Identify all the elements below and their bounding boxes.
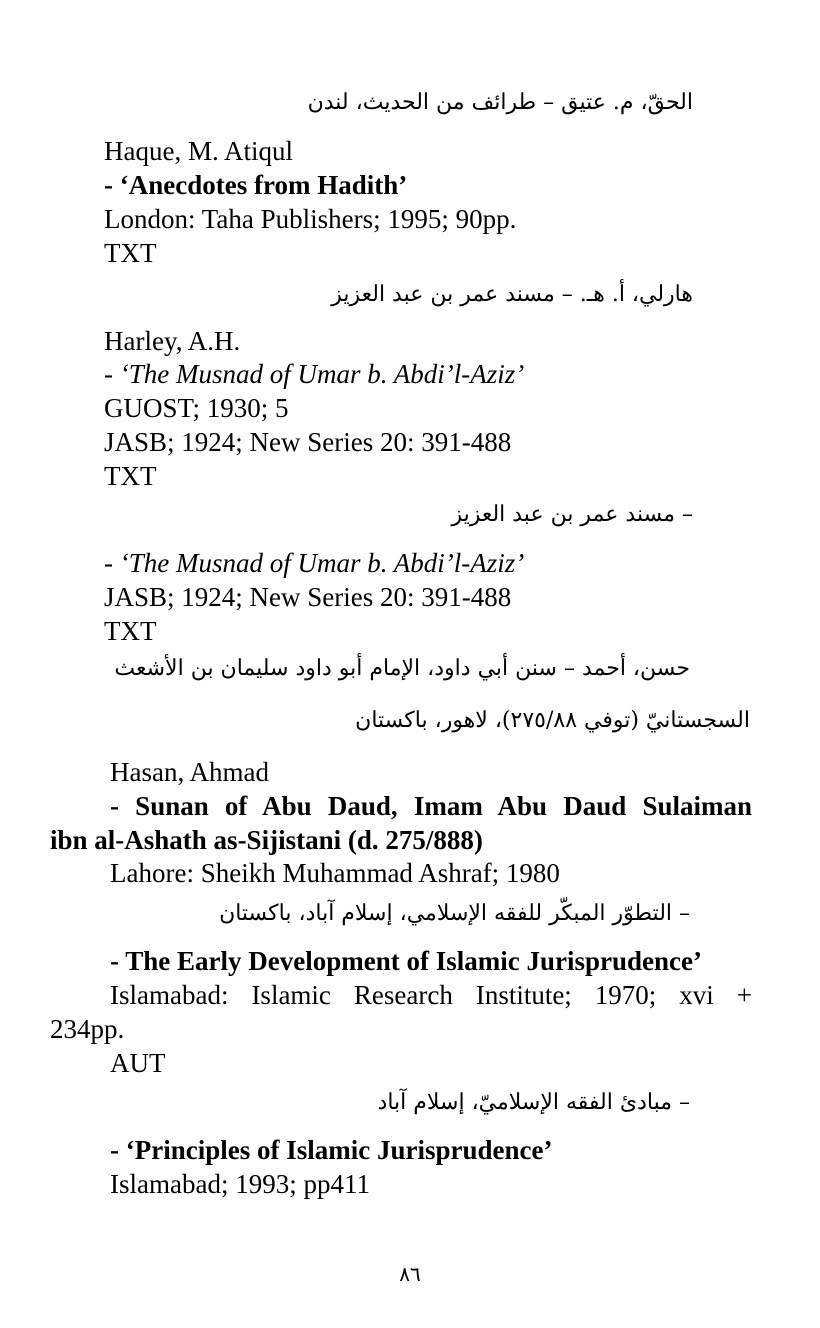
publication-guost: GUOST; 1930; 5 (104, 393, 289, 423)
publication-haque: London: Taha Publishers; 1995; 90pp. (104, 204, 517, 234)
page-number: ٨٦ (399, 1262, 421, 1286)
code-development: AUT (110, 1048, 166, 1078)
arabic-entry-principles: – مبادئ الفقه الإسلاميّ، إسلام آباد (377, 1090, 690, 1115)
title-early-development: - The Early Development of Islamic Jurisprudence’ (110, 946, 702, 976)
arabic-entry-musnad: – مسند عمر بن عبد العزيز (451, 502, 693, 527)
code-harley: TXT (104, 461, 157, 491)
author-hasan: Hasan, Ahmad (110, 757, 269, 787)
title-anecdotes: - ‘Anecdotes from Hadith’ (104, 170, 408, 200)
code-musnad: TXT (104, 616, 157, 646)
author-harley: Harley, A.H. (104, 326, 241, 356)
publication-islamabad-line1: Islamabad: Islamic Research Institute; 1970; xvi + (110, 980, 752, 1010)
arabic-entry-harley: هارلي، أ. هـ. – مسند عمر بن عبد العزيز (331, 282, 693, 307)
author-haque: Haque, M. Atiqul (104, 136, 293, 166)
title-musnad-umar: - ‘The Musnad of Umar b. Abdi’l-Aziz’ (104, 359, 525, 389)
title-principles: - ‘Principles of Islamic Jurisprudence’ (110, 1135, 553, 1165)
title-sunan-line1: - Sunan of Abu Daud, Imam Abu Daud Sulaiman (110, 791, 752, 821)
publication-jasb-2: JASB; 1924; New Series 20: 391-488 (104, 582, 512, 612)
title-sunan-line2: ibn al-Ashath as-Sijistani (d. 275/888) (50, 825, 483, 855)
publication-hasan: Lahore: Sheikh Muhammad Ashraf; 1980 (110, 858, 560, 888)
arabic-entry-development: – التطوّر المبكّر للفقه الإسلامي، إسلام آباد، باكستان (219, 901, 690, 926)
publication-jasb: JASB; 1924; New Series 20: 391-488 (104, 427, 512, 457)
code-haque: TXT (104, 238, 157, 268)
title-musnad-umar-2: - ‘The Musnad of Umar b. Abdi’l-Aziz’ (104, 548, 525, 578)
publication-principles: Islamabad; 1993; pp411 (110, 1169, 370, 1199)
arabic-entry-hasan-line2: السجستانيّ (توفي ٢٧٥/٨٨)، لاهور، باكستان (355, 708, 750, 733)
publication-islamabad-line2: 234pp. (50, 1014, 125, 1044)
arabic-entry-haque: الحقّ، م. عتيق – طرائف من الحديث، لندن (307, 90, 693, 115)
arabic-entry-hasan-line1: حسن، أحمد – سنن أبي داود، الإمام أبو داود سليمان بن الأشعث (114, 656, 690, 681)
